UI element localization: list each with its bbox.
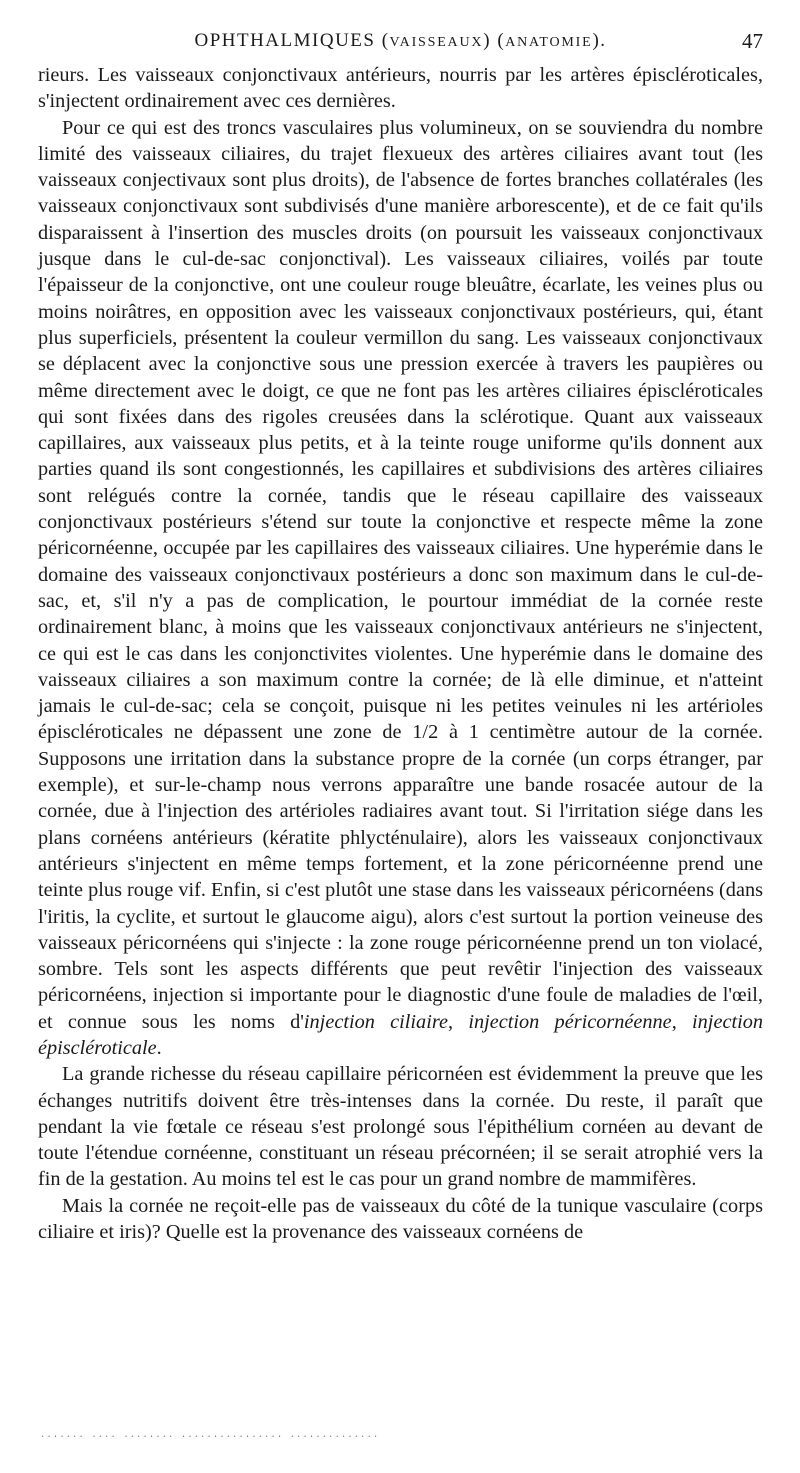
running-title-separator: ) ( bbox=[483, 30, 506, 51]
footer-dots: ....... .... ........ ................ .............. bbox=[40, 1430, 380, 1440]
italic-term: injection épiscléroticale bbox=[38, 1010, 763, 1059]
text-run: , bbox=[447, 1010, 469, 1033]
paragraph bbox=[38, 1061, 763, 1192]
running-title-end: ). bbox=[592, 30, 607, 51]
running-title-anatomie: ANATOMIE bbox=[505, 35, 593, 50]
running-title-vaisseaux: VAISSEAUX bbox=[389, 35, 484, 50]
body-text bbox=[38, 62, 763, 1245]
paragraph bbox=[38, 62, 763, 115]
running-title-main: OPHTHALMIQUES ( bbox=[194, 30, 390, 51]
text-run: rieurs. Les vaisseaux conjonctivaux antérieurs, nourris par les artères épiscléroticales, s'injectent ordinairement avec ces dernières. bbox=[38, 64, 763, 113]
paragraph bbox=[38, 115, 763, 1062]
running-header bbox=[38, 0, 763, 60]
text-run: , bbox=[671, 1010, 693, 1033]
italic-term: injection péricornéenne bbox=[468, 1010, 672, 1033]
running-title bbox=[38, 30, 763, 52]
text-run: Mais la cornée ne reçoit-elle pas de vaisseaux du côté de la tunique vasculaire (corps ciliaire et iris)? Quelle est la provenance des vaisseaux cornéens de bbox=[38, 1194, 763, 1244]
text-run: Pour ce qui est des troncs vasculaires plus volumineux, on se souviendra du nombre limité des vaisseaux ciliaires, du trajet flexueux des artères ciliaires avant tout (les vaisseaux conjectivaux sont plus droits), de l'absence de fortes branches collatérales (les vaisseaux conjonctivaux sont subdivisés d'une manière arborescente), et de ce fait qu'ils disparaissent à l'insertion des muscles droits (on poursuit les vaisseaux conjonctivaux jusque dans le cul-de-sac conjonctival). Les vaisseaux ciliaires, voilés par toute l'épaisseur de la conjonctive, ont une couleur rouge bleuâtre, écarlate, les veines plus ou moins noirâtres, en opposition avec les vaisseaux conjonctivaux postérieurs, qui, étant plus superficiels, présentent la couleur vermillon du sang. Les vaisseaux conjonctivaux se déplacent avec la conjonctive sous une pression exercée à travers les paupières ou même directement avec le doigt, ce que ne font pas les artères ciliaires épiscléroticales qui sont fixées dans des rigoles creusées dans la sclérotique. Quant aux vaisseaux capillaires, aux vaisseaux plus petits, et à la teinte rouge uniforme qu'ils donnent aux parties quand ils sont congestionnés, les capillaires et subdivisions des artères ciliaires sont relégués contre la cornée, tandis que le réseau capillaire des vaisseaux conjonctivaux postérieurs s'étend sur toute la conjonctive et respecte même la zone péricornéenne, occupée par les capillaires des vaisseaux ciliaires. Une hyperémie dans le domaine des vaisseaux conjonctivaux postérieurs a donc son maximum dans le cul-de-sac, et, s'il n'y a pas de complication, le pourtour immédiat de la cornée reste ordinairement blanc, à moins que les vaisseaux conjonctivaux antérieurs ne s'injectent, ce qui est le cas dans les conjonctivites violentes. Une hyperémie dans le domaine des vaisseaux ciliaires a son maximum contre la cornée; de là elle diminue, et n'atteint jamais le cul-de-sac; cela se conçoit, puisque ni les petites veinules ni les artérioles épiscléroticales ne dépassent une zone de 1/2 à 1 centimètre autour de la cornée. Supposons une irritation dans la substance propre de la cornée (un corps étranger, par exemple), et sur-le-champ nous verrons apparaître une bande rosacée autour de la cornée, due à l'injection des artérioles radiaires avant tout. Si l'irritation siége dans les plans cornéens antérieurs (kératite phlycténulaire), alors les vaisseaux conjonctivaux antérieurs s'injectent en même temps fortement, et la zone péricornéenne prend une teinte plus rouge vif. Enfin, si c'est plutôt une stase dans les vaisseaux péricornéens (dans l'iritis, la cyclite, et surtout le glaucome aigu), alors c'est surtout la portion veineuse des vaisseaux péricornéens qui s'injecte : la zone rouge péricornéenne prend un ton violacé, sombre. Tels sont les aspects différents que peut revêtir l'injection des vaisseaux péricornéens, injection si importante pour le diagnostic d'une foule de maladies de l'œil, et connue sous les noms d' bbox=[38, 116, 763, 1033]
italic-term: injection ciliaire bbox=[303, 1010, 448, 1033]
paragraph bbox=[38, 1193, 763, 1246]
text-run: La grande richesse du réseau capillaire péricornéen est évidemment la preuve que les échanges nutritifs doivent être très-intenses dans la cornée. Du reste, il paraît que pendant la vie fœtale ce réseau s'est prolongé sous l'épithélium cornéen au devant de toute l'étendue cornéenne, constituant un réseau précornéen; il se serait atrophié vers la fin de la gestation. Au moins tel est le cas pour un grand nombre de mammifères. bbox=[38, 1063, 763, 1191]
text-run: . bbox=[156, 1036, 162, 1059]
page-number: 47 bbox=[742, 29, 763, 53]
